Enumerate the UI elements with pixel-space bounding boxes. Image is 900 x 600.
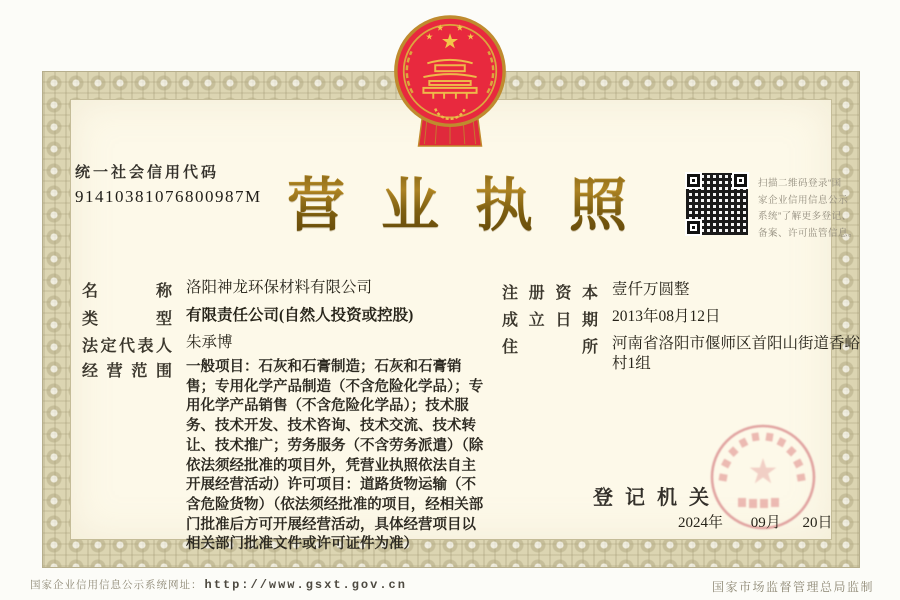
- qr-finder-icon: [687, 221, 700, 234]
- qr-caption-line: 备案、许可监管信息。: [758, 227, 859, 239]
- field-row-legal-rep: [82, 333, 233, 356]
- qr-caption-line: 家企业信用信息公示: [758, 194, 849, 206]
- qr-finder-icon: [687, 174, 700, 187]
- field-row-address: [502, 334, 864, 375]
- issue-date-month: 09月: [750, 515, 781, 531]
- china-national-emblem-icon: [386, 12, 514, 152]
- issue-date-year: 2024年: [678, 515, 724, 531]
- field-label-type: 类型: [82, 311, 172, 328]
- field-row-business-scope: [82, 358, 486, 555]
- field-value-establish-date: 2013年08月12日: [612, 308, 721, 325]
- registration-authority-label: 登记机关: [593, 487, 721, 509]
- field-label-establish-date: 成立日期: [502, 312, 598, 329]
- field-value-registered-capital: 壹仟万圆整: [612, 281, 690, 298]
- field-value-legal-rep: 朱承博: [186, 334, 233, 351]
- qr-caption-line: 扫描二维码登录“国: [758, 178, 842, 189]
- credit-code-block: [75, 161, 262, 207]
- field-value-business-scope: 一般项目：石灰和石膏制造；石灰和石膏销售；专用化学产品制造（不含危险化学品）；专用化学产品销售（不含危险化学品）；技术服务、技术开发、技术咨询、技术交流、技术转让、技术推广；劳务服务（不含劳务派遣）（除依法须经批准的项目外，凭营业执照依法自主开展经营活动）许可项目：道路货物运输（不含危险货物）（依法须经批准的项目，经相关部门批准后方可开展经营活动，具体经营项目以相关部门批准文件或许可证件为准）: [186, 359, 484, 553]
- footer-publicity-site: [30, 575, 407, 593]
- footer-site-url: http://www.gsxt.gov.cn: [204, 578, 407, 592]
- qr-finder-icon: [734, 174, 747, 187]
- issue-date-day: 20日: [802, 515, 833, 531]
- field-row-registered-capital: [502, 280, 690, 303]
- credit-code-label: 统一社会信用代码: [75, 164, 220, 181]
- qr-code-icon: [686, 173, 748, 235]
- field-value-type: 有限责任公司(自然人投资或控股): [186, 307, 414, 324]
- field-row-type: [82, 306, 413, 329]
- field-value-name: 洛阳神龙环保材料有限公司: [186, 279, 373, 296]
- field-label-business-scope: 经营范围: [82, 363, 172, 380]
- qr-caption: [758, 176, 858, 243]
- field-label-registered-capital: 注册资本: [502, 285, 598, 302]
- footer-issuer: 国家市场监督管理总局监制: [711, 580, 874, 594]
- issue-date: [678, 511, 833, 532]
- field-label-name: 名称: [82, 283, 172, 300]
- field-row-establish-date: [502, 307, 721, 330]
- credit-code-value: 91410381076800987M: [75, 187, 262, 206]
- field-value-address: 河南省洛阳市偃师区首阳山街道香峪村1组: [612, 335, 861, 373]
- license-title: 营业执照: [287, 158, 663, 242]
- field-label-legal-rep: 法定代表人: [82, 338, 172, 355]
- footer-site-label: 国家企业信用信息公示系统网址：: [30, 579, 203, 591]
- field-label-address: 住所: [502, 339, 598, 356]
- qr-caption-line: 系统”了解更多登记、: [758, 211, 852, 223]
- field-row-name: [82, 278, 372, 301]
